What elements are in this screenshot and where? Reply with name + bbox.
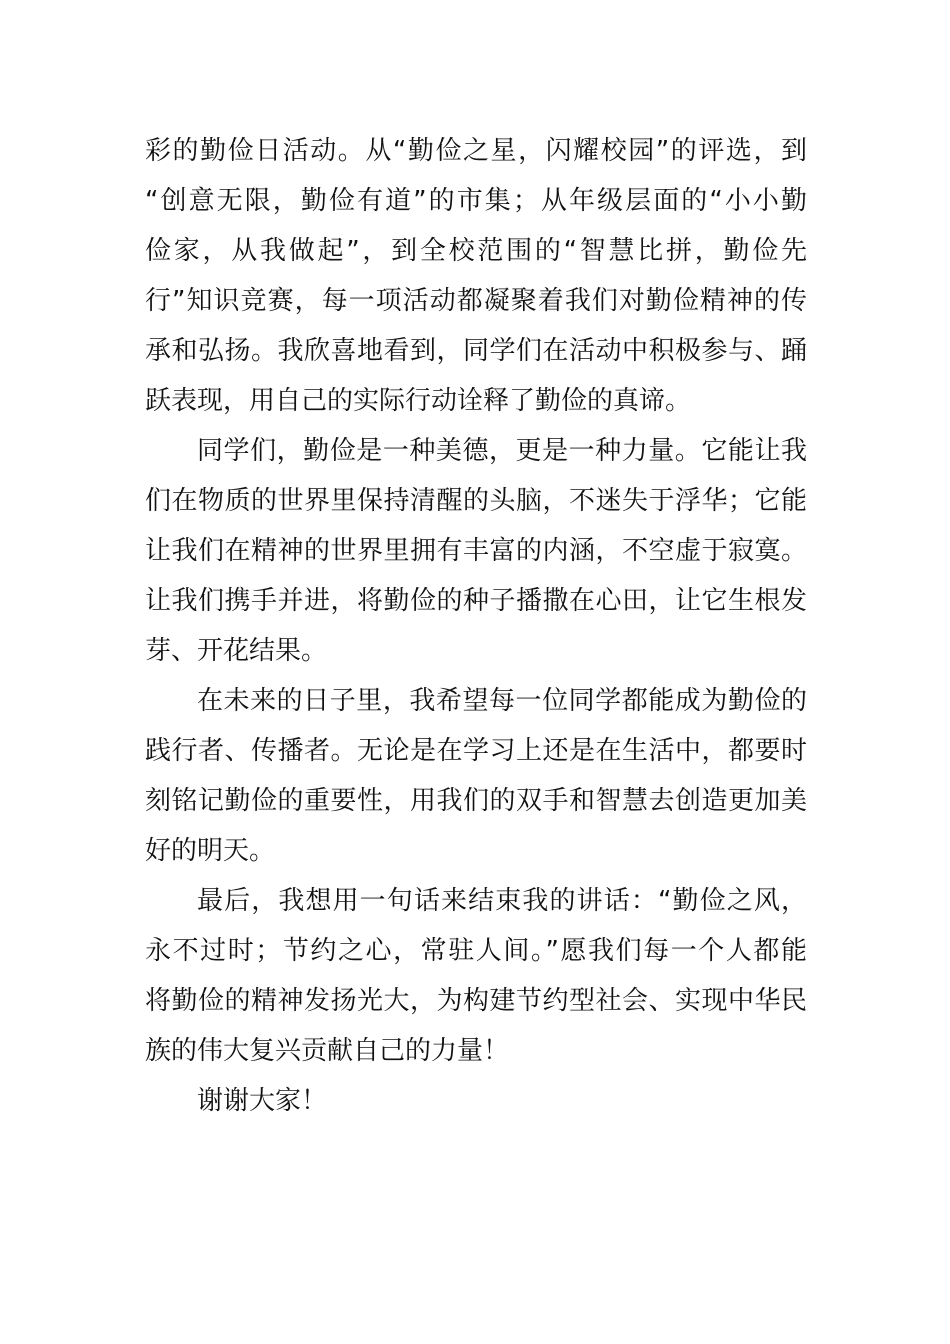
paragraph-line: 跃表现，用自己的实际行动诠释了勤俭的真谛。: [145, 386, 692, 416]
paragraph-line: 让我们在精神的世界里拥有丰富的内涵，不空虚于寂寞。: [145, 536, 807, 566]
paragraph-line: 芽、开花结果。: [145, 636, 328, 666]
paragraph-line: 永不过时；节约之心，常驻人间。”愿我们每一个人都能: [145, 936, 807, 966]
paragraph-line: 行”知识竞赛，每一项活动都凝聚着我们对勤俭精神的传: [145, 286, 807, 316]
paragraph-line: 践行者、传播者。无论是在学习上还是在生活中，都要时: [145, 736, 807, 766]
paragraph-line: 最后，我想用一句话来结束我的讲话：“勤俭之风，: [197, 886, 807, 916]
paragraph-future: [145, 676, 807, 876]
paragraph-line: 族的伟大复兴贡献自己的力量！: [145, 1036, 510, 1066]
paragraph-closing: [145, 876, 807, 1076]
paragraph-line: 彩的勤俭日活动。从“勤俭之星，闪耀校园”的评选，到: [145, 136, 807, 166]
paragraph-thanks: [145, 1076, 807, 1126]
paragraph-line: 们在物质的世界里保持清醒的头脑，不迷失于浮华；它能: [145, 486, 807, 516]
paragraph-line: 承和弘扬。我欣喜地看到，同学们在活动中积极参与、踊: [145, 336, 807, 366]
paragraph-line: 在未来的日子里，我希望每一位同学都能成为勤俭的: [197, 686, 807, 716]
paragraph-virtue: [145, 426, 807, 676]
paragraph-line: 好的明天。: [145, 836, 276, 866]
speech-body: [145, 126, 807, 1126]
paragraph-line: “创意无限，勤俭有道”的市集；从年级层面的“小小勤: [145, 186, 807, 216]
paragraph-line: 刻铭记勤俭的重要性，用我们的双手和智慧去创造更加美: [145, 786, 807, 816]
paragraph-line: 谢谢大家！: [197, 1086, 328, 1116]
paragraph-line: 俭家，从我做起”，到全校范围的“智慧比拼，勤俭先: [145, 236, 807, 266]
paragraph-line: 让我们携手并进，将勤俭的种子播撒在心田，让它生根发: [145, 586, 807, 616]
paragraph-line: 将勤俭的精神发扬光大，为构建节约型社会、实现中华民: [145, 986, 807, 1016]
paragraph-line: 同学们，勤俭是一种美德，更是一种力量。它能让我: [197, 436, 807, 466]
paragraph-activities: [145, 126, 807, 426]
